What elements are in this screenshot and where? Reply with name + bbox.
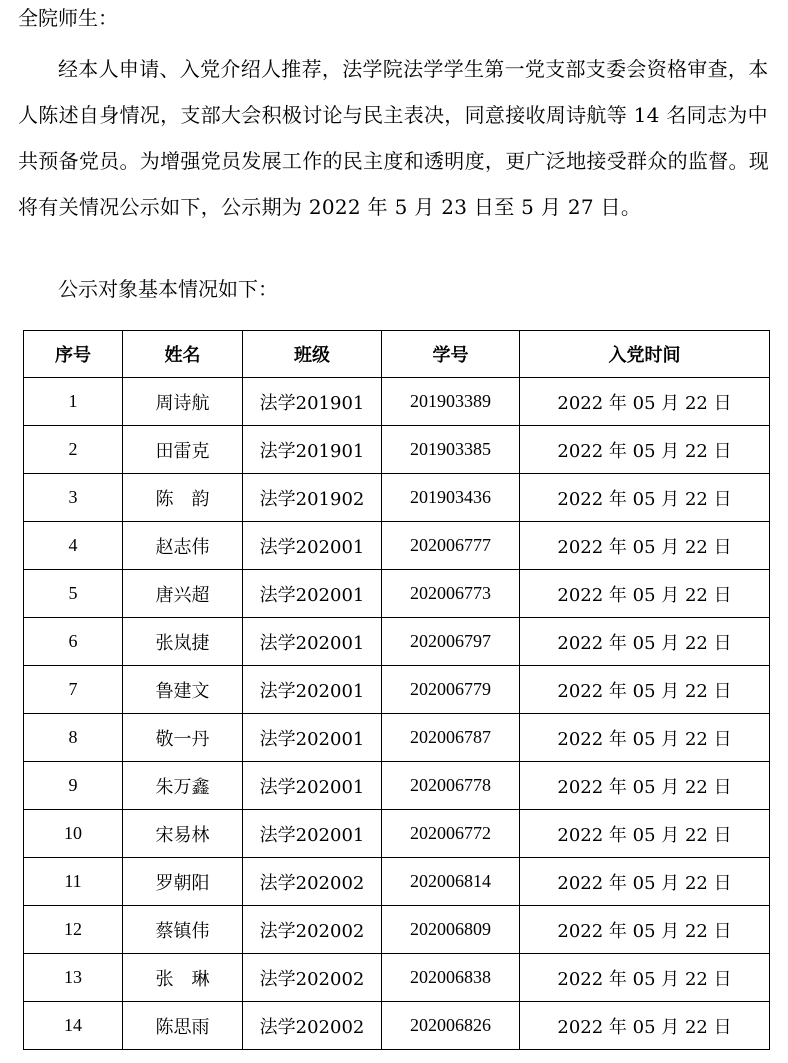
- cell-student-id: 202006826: [382, 1002, 520, 1050]
- cell-serial: 1: [24, 378, 123, 426]
- cell-name: 朱万鑫: [123, 762, 243, 810]
- cell-class: 法学202001: [243, 618, 382, 666]
- cell-serial: 13: [24, 954, 123, 1002]
- cell-join-date: 2022 年 05 月 22 日: [520, 570, 770, 618]
- cell-join-date: 2022 年 05 月 22 日: [520, 474, 770, 522]
- cell-serial: 8: [24, 714, 123, 762]
- cell-class: 法学202001: [243, 762, 382, 810]
- cell-class: 法学202001: [243, 666, 382, 714]
- cell-serial: 4: [24, 522, 123, 570]
- cell-join-date: 2022 年 05 月 22 日: [520, 1002, 770, 1050]
- header-name: 姓名: [123, 331, 243, 378]
- table-row: [24, 474, 770, 522]
- cell-student-id: 202006779: [382, 666, 520, 714]
- cell-join-date: 2022 年 05 月 22 日: [520, 666, 770, 714]
- cell-student-id: 202006772: [382, 810, 520, 858]
- cell-class: 法学201902: [243, 474, 382, 522]
- cell-serial: 14: [24, 1002, 123, 1050]
- header-class: 班级: [243, 331, 382, 378]
- cell-join-date: 2022 年 05 月 22 日: [520, 714, 770, 762]
- cell-student-id: 202006778: [382, 762, 520, 810]
- cell-student-id: 201903389: [382, 378, 520, 426]
- cell-name: 鲁建文: [123, 666, 243, 714]
- cell-name: 周诗航: [123, 378, 243, 426]
- header-join-date: 入党时间: [520, 331, 770, 378]
- cell-class: 法学202002: [243, 1002, 382, 1050]
- cell-serial: 11: [24, 858, 123, 906]
- cell-serial: 3: [24, 474, 123, 522]
- table-row: [24, 378, 770, 426]
- header-student-id: 学号: [382, 331, 520, 378]
- cell-name: 陈思雨: [123, 1002, 243, 1050]
- candidate-table: [23, 330, 770, 1050]
- cell-name: 蔡镇伟: [123, 906, 243, 954]
- table-row: [24, 954, 770, 1002]
- cell-join-date: 2022 年 05 月 22 日: [520, 522, 770, 570]
- cell-class: 法学202001: [243, 522, 382, 570]
- cell-join-date: 2022 年 05 月 22 日: [520, 906, 770, 954]
- cell-serial: 2: [24, 426, 123, 474]
- cell-name: 赵志伟: [123, 522, 243, 570]
- cell-name: 张岚捷: [123, 618, 243, 666]
- cell-join-date: 2022 年 05 月 22 日: [520, 762, 770, 810]
- body-paragraph: 经本人申请、入党介绍人推荐，法学院法学学生第一党支部支委会资格审查，本人陈述自身情况，支部大会积极讨论与民主表决，同意接收周诗航等 14 名同志为中共预备党员。为增强党员发展工作的民主度和透明度，更广泛地接受群众的监督。现将有关情况公示如下，公示期为 2022 年 5 月 23 日至 5 月 27 日。: [18, 57, 770, 219]
- cell-join-date: 2022 年 05 月 22 日: [520, 810, 770, 858]
- cell-name: 唐兴超: [123, 570, 243, 618]
- cell-class: 法学201901: [243, 426, 382, 474]
- table-row: [24, 618, 770, 666]
- cell-student-id: 202006814: [382, 858, 520, 906]
- cell-join-date: 2022 年 05 月 22 日: [520, 954, 770, 1002]
- cell-serial: 6: [24, 618, 123, 666]
- table-row: [24, 714, 770, 762]
- cell-name: 敬一丹: [123, 714, 243, 762]
- table-intro: 公示对象基本情况如下：: [58, 277, 278, 301]
- cell-join-date: 2022 年 05 月 22 日: [520, 378, 770, 426]
- table-row: [24, 906, 770, 954]
- cell-student-id: 202006787: [382, 714, 520, 762]
- table-body: [24, 378, 770, 1050]
- cell-student-id: 202006797: [382, 618, 520, 666]
- cell-student-id: 202006773: [382, 570, 520, 618]
- cell-serial: 5: [24, 570, 123, 618]
- cell-class: 法学202002: [243, 906, 382, 954]
- cell-student-id: 202006838: [382, 954, 520, 1002]
- cell-serial: 12: [24, 906, 123, 954]
- table-row: [24, 762, 770, 810]
- table-row: [24, 570, 770, 618]
- cell-student-id: 201903436: [382, 474, 520, 522]
- cell-name: 罗朝阳: [123, 858, 243, 906]
- table-row: [24, 810, 770, 858]
- cell-join-date: 2022 年 05 月 22 日: [520, 858, 770, 906]
- cell-class: 法学202001: [243, 810, 382, 858]
- cell-join-date: 2022 年 05 月 22 日: [520, 618, 770, 666]
- salutation: 全院师生：: [18, 6, 118, 30]
- cell-name: 陈 韵: [123, 474, 243, 522]
- cell-class: 法学202002: [243, 858, 382, 906]
- cell-serial: 10: [24, 810, 123, 858]
- cell-class: 法学202002: [243, 954, 382, 1002]
- cell-class: 法学202001: [243, 714, 382, 762]
- cell-student-id: 201903385: [382, 426, 520, 474]
- table-header-row: [24, 331, 770, 378]
- cell-serial: 7: [24, 666, 123, 714]
- cell-name: 张 琳: [123, 954, 243, 1002]
- cell-class: 法学201901: [243, 378, 382, 426]
- cell-name: 田雷克: [123, 426, 243, 474]
- cell-class: 法学202001: [243, 570, 382, 618]
- cell-student-id: 202006777: [382, 522, 520, 570]
- table-row: [24, 426, 770, 474]
- cell-name: 宋易林: [123, 810, 243, 858]
- cell-student-id: 202006809: [382, 906, 520, 954]
- table-row: [24, 522, 770, 570]
- header-serial: 序号: [24, 331, 123, 378]
- cell-serial: 9: [24, 762, 123, 810]
- cell-join-date: 2022 年 05 月 22 日: [520, 426, 770, 474]
- table-row: [24, 1002, 770, 1050]
- table-row: [24, 858, 770, 906]
- table-row: [24, 666, 770, 714]
